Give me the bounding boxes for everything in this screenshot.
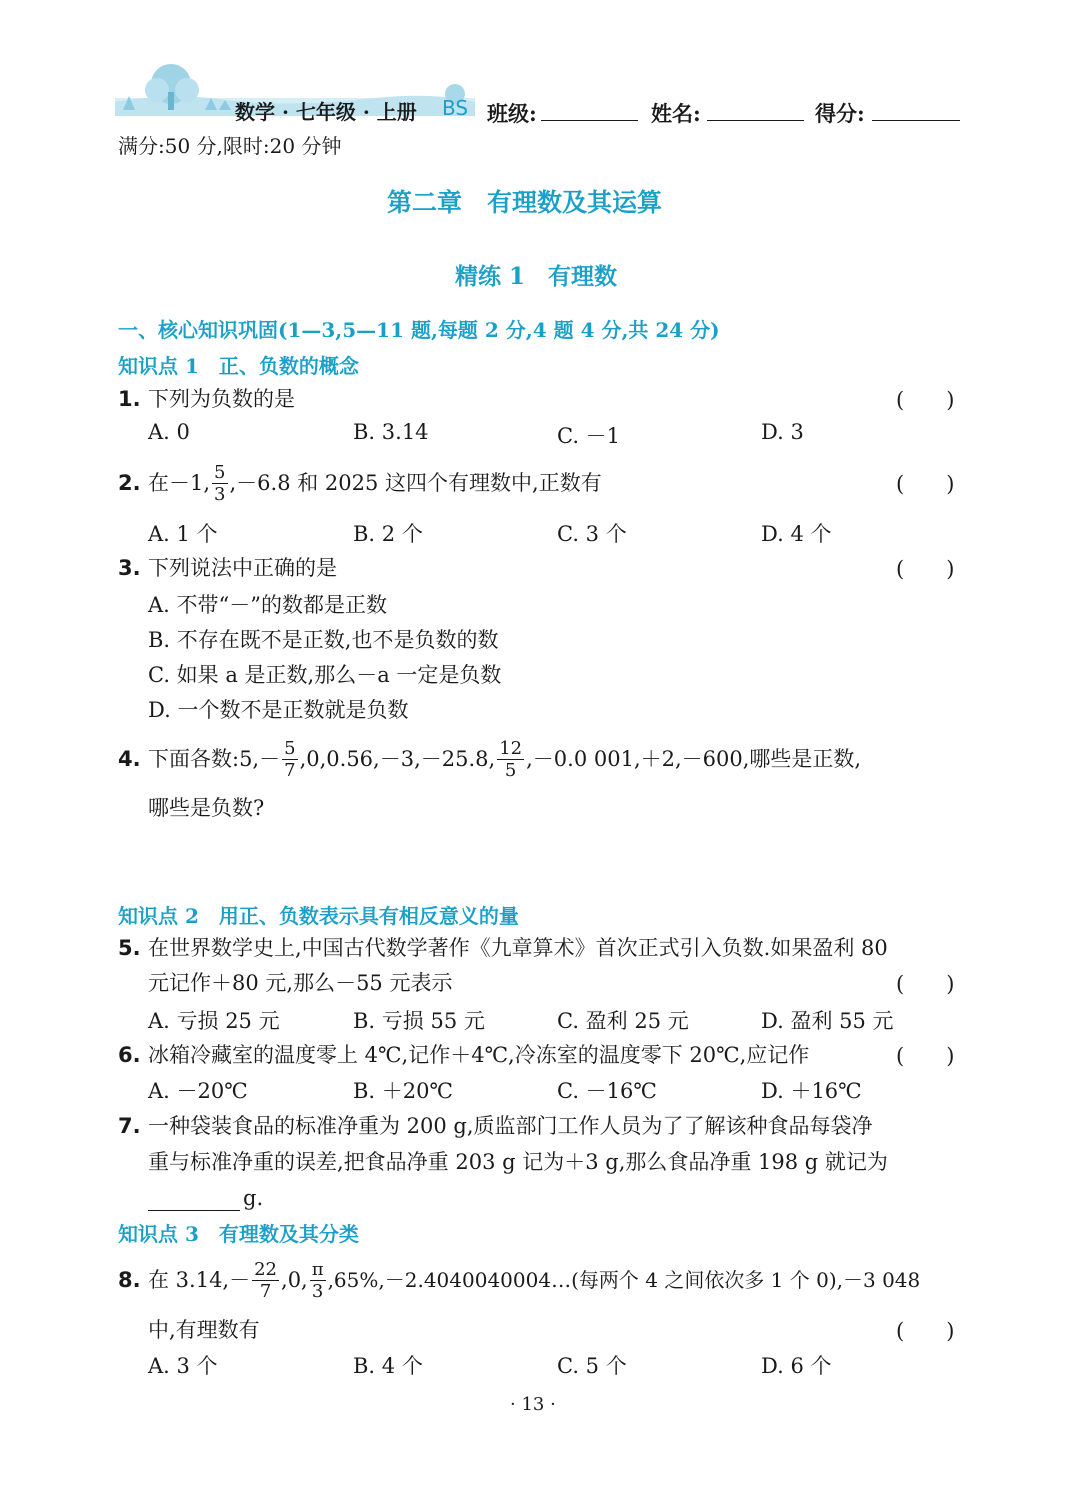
question-number: 1. bbox=[118, 387, 141, 411]
page-number: · 13 · bbox=[510, 1394, 556, 1415]
denominator: 3 bbox=[214, 483, 226, 505]
numerator: 5 bbox=[284, 737, 296, 759]
question-number: 3. bbox=[118, 556, 141, 580]
option-b[interactable]: B. ＋20℃ bbox=[353, 1079, 453, 1103]
numerator: 22 bbox=[254, 1258, 278, 1280]
question-text-line2: 哪些是负数? bbox=[148, 796, 265, 820]
option-b[interactable]: B. 4 个 bbox=[353, 1354, 423, 1378]
text-part: ,－6.8 和 2025 这四个有理数中,正数有 bbox=[229, 471, 602, 495]
option-a[interactable]: A. 3 个 bbox=[148, 1354, 218, 1378]
text-part: 下面各数:5,－ bbox=[148, 747, 281, 771]
option-d[interactable]: D. 3 bbox=[761, 420, 804, 444]
lesson-title: 精练 1 有理数 bbox=[455, 263, 618, 290]
option-d[interactable]: D. ＋16℃ bbox=[761, 1079, 862, 1103]
option-a[interactable]: A. 亏损 25 元 bbox=[148, 1009, 280, 1033]
text-part: 在 3.14,－ bbox=[148, 1268, 251, 1292]
knowledge-point-3: 知识点 3 有理数及其分类 bbox=[118, 1222, 359, 1246]
fraction bbox=[497, 738, 524, 781]
question-number: 7. bbox=[118, 1114, 141, 1138]
text-part: ,65%,－2.4040040004…(每两个 4 之间依次多 1 个 0),－3 048 bbox=[327, 1268, 921, 1292]
option-a[interactable]: A. 0 bbox=[148, 420, 190, 444]
question-number: 4. bbox=[118, 747, 141, 771]
question-text bbox=[148, 734, 861, 784]
question-text: 冰箱冷藏室的温度零上 4℃,记作＋4℃,冷冻室的温度零下 20℃,应记作 bbox=[148, 1043, 810, 1067]
option-a[interactable]: A. 不带“－”的数都是正数 bbox=[148, 593, 387, 617]
option-c[interactable]: C. 如果 a 是正数,那么－a 一定是负数 bbox=[148, 663, 502, 687]
name-field[interactable] bbox=[707, 118, 804, 121]
option-d[interactable]: D. 6 个 bbox=[761, 1354, 832, 1378]
fraction bbox=[310, 1259, 326, 1302]
name-label: 姓名: bbox=[651, 101, 701, 126]
question-number: 5. bbox=[118, 936, 141, 960]
option-b[interactable]: B. 3.14 bbox=[353, 420, 429, 444]
numerator: 5 bbox=[214, 461, 226, 483]
knowledge-point-2: 知识点 2 用正、负数表示具有相反意义的量 bbox=[118, 904, 519, 928]
option-c[interactable]: C. －1 bbox=[557, 424, 621, 448]
question-text: 一种袋装食品的标准净重为 200 g,质监部门工作人员为了了解该种食品每袋净 bbox=[148, 1114, 873, 1138]
question-number: 6. bbox=[118, 1043, 141, 1067]
score-field[interactable] bbox=[872, 118, 960, 121]
header-banner bbox=[115, 62, 485, 124]
option-d[interactable]: D. 盈利 55 元 bbox=[761, 1009, 894, 1033]
option-c[interactable]: C. 盈利 25 元 bbox=[557, 1009, 689, 1033]
text-part: ,0,0.56,－3,－25.8, bbox=[299, 747, 496, 771]
question-text-line2: 重与标准净重的误差,把食品净重 203 g 记为＋3 g,那么食品净重 198 g 就记为 bbox=[148, 1150, 888, 1174]
subject-line: 数学 · 七年级 · 上册 bbox=[235, 100, 417, 124]
blank-suffix: g. bbox=[243, 1186, 264, 1210]
answer-paren[interactable]: ( ) bbox=[896, 1319, 955, 1343]
denominator: 7 bbox=[284, 759, 296, 781]
question-text-line2: 中,有理数有 bbox=[148, 1318, 260, 1342]
denominator: 5 bbox=[504, 759, 517, 781]
numerator: π bbox=[311, 1258, 324, 1280]
answer-paren[interactable]: ( ) bbox=[896, 1044, 955, 1068]
denominator: 3 bbox=[311, 1280, 324, 1302]
answer-space[interactable] bbox=[148, 830, 960, 890]
option-b[interactable]: B. 2 个 bbox=[353, 522, 423, 546]
option-d[interactable]: D. 4 个 bbox=[761, 522, 832, 546]
option-d[interactable]: D. 一个数不是正数就是负数 bbox=[148, 698, 409, 722]
answer-paren[interactable]: ( ) bbox=[896, 557, 955, 581]
section-heading: 一、核心知识巩固(1—3,5—11 题,每题 2 分,4 题 4 分,共 24 分) bbox=[118, 318, 720, 342]
fraction bbox=[212, 462, 227, 505]
question-text-line2: 元记作＋80 元,那么－55 元表示 bbox=[148, 971, 453, 995]
text-part: ,0, bbox=[281, 1268, 308, 1292]
text-part: ,－0.0 001,＋2,－600,哪些是正数, bbox=[526, 747, 862, 771]
text-part: 在－1, bbox=[148, 471, 211, 495]
edition-badge: BS bbox=[442, 96, 469, 120]
option-b[interactable]: B. 亏损 55 元 bbox=[353, 1009, 485, 1033]
denominator: 7 bbox=[259, 1280, 272, 1302]
exam-info: 满分:50 分,限时:20 分钟 bbox=[118, 134, 342, 158]
option-c[interactable]: C. －16℃ bbox=[557, 1079, 657, 1103]
option-b[interactable]: B. 不存在既不是正数,也不是负数的数 bbox=[148, 628, 499, 652]
question-text bbox=[148, 458, 602, 508]
knowledge-point-1: 知识点 1 正、负数的概念 bbox=[118, 354, 359, 378]
numerator: 12 bbox=[499, 737, 523, 759]
chapter-title: 第二章 有理数及其运算 bbox=[387, 188, 663, 217]
option-c[interactable]: C. 5 个 bbox=[557, 1354, 627, 1378]
answer-paren[interactable]: ( ) bbox=[896, 472, 955, 496]
question-number: 2. bbox=[118, 471, 141, 495]
question-text: 在世界数学史上,中国古代数学著作《九章算术》首次正式引入负数.如果盈利 80 bbox=[148, 936, 888, 960]
fraction bbox=[282, 738, 297, 781]
option-a[interactable]: A. 1 个 bbox=[148, 522, 218, 546]
question-text: 下列为负数的是 bbox=[148, 387, 295, 411]
answer-paren[interactable]: ( ) bbox=[896, 972, 955, 996]
fill-in-blank[interactable] bbox=[148, 1208, 240, 1211]
score-label: 得分: bbox=[815, 101, 865, 126]
option-c[interactable]: C. 3 个 bbox=[557, 522, 627, 546]
question-number: 8. bbox=[118, 1268, 141, 1292]
question-text bbox=[148, 1255, 920, 1305]
answer-paren[interactable]: ( ) bbox=[896, 388, 955, 412]
question-text: 下列说法中正确的是 bbox=[148, 556, 337, 580]
class-field[interactable] bbox=[541, 118, 638, 121]
class-label: 班级: bbox=[487, 101, 537, 126]
fraction bbox=[252, 1259, 279, 1302]
option-a[interactable]: A. －20℃ bbox=[148, 1079, 248, 1103]
